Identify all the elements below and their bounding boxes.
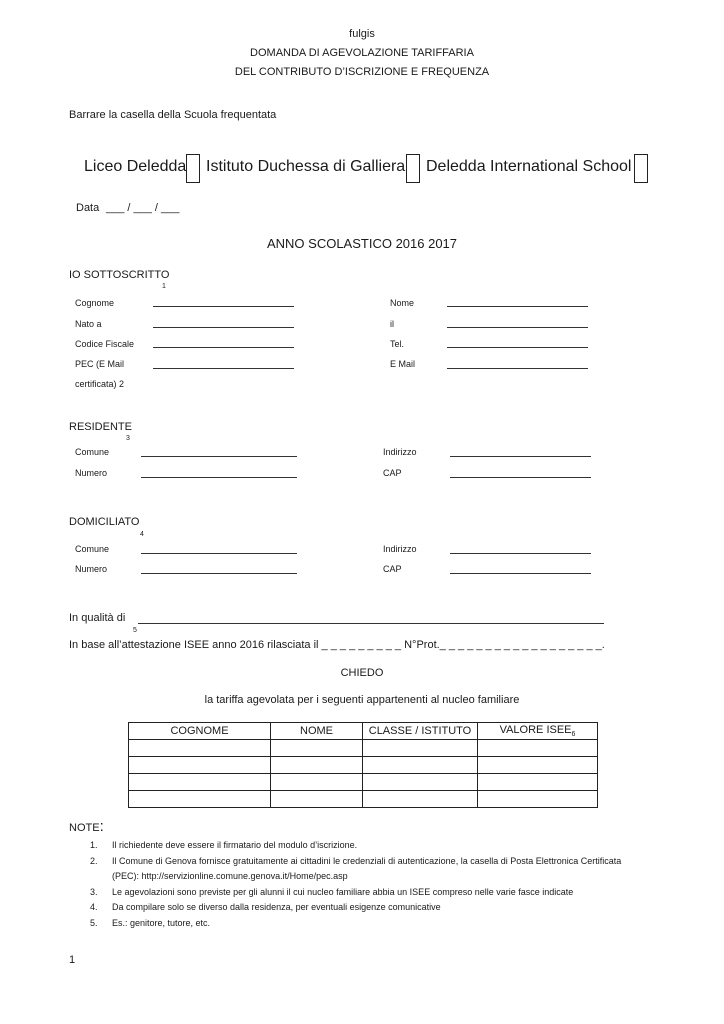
field-residente-comune[interactable] [141,456,297,457]
label-il: il [390,319,394,329]
note-item: 3. Le agevolazioni sono previste per gli alunni il cui nucleo familiare abbia un ISEE compreso nelle varie fasce indicate [90,886,574,897]
label-nome: Nome [390,298,415,308]
col-header-classe-istituto: CLASSE / ISTITUTO [363,723,478,740]
family-table [128,722,598,808]
checkbox-deledda-international[interactable] [634,154,648,183]
table-row [129,774,598,791]
checkbox-liceo-deledda[interactable] [186,154,200,183]
field-tel[interactable] [447,347,588,348]
footnote-ref-5: 5 [133,627,137,634]
table-cell[interactable] [478,740,598,757]
school-instruction: Barrare la casella della Scuola frequentata [69,109,277,121]
table-cell[interactable] [478,757,598,774]
table-header-row [129,723,598,740]
field-nome[interactable] [447,306,588,307]
footnote-ref-3: 3 [126,435,130,442]
school-label-istituto-duchessa: Istituto Duchessa di Galliera [206,158,406,175]
anno-scolastico: ANNO SCOLASTICO 2016 2017 [266,236,458,251]
table-row [129,740,598,757]
notes-list [90,838,642,931]
page-number: 1 [69,954,76,966]
header-line-1: fulgis [349,28,375,40]
label-residente-numero: Numero [75,468,108,478]
note-item: 1. Il richiedente deve essere il firmatario del modulo d’iscrizione. [90,840,358,850]
table-row [129,757,598,774]
note-item: 2. Il Comune di Genova fornisce gratuitamente ai cittadini le credenziali di autenticazione, la casella di Posta Elettronica Certificata (PEC): http://servizionline.comune.genova.it/Home/pec.asp [90,855,622,881]
label-pec-certificata: certificata) 2 [75,379,125,389]
data-label: Data [76,202,100,214]
table-cell[interactable] [129,791,271,808]
header-subtitle: DEL CONTRIBUTO D’ISCRIZIONE E FREQUENZA [234,66,490,78]
col-header-nome: NOME [271,723,363,740]
isee-statement[interactable]: In base all’attestazione ISEE anno 2016 rilasciata il _ _ _ _ _ _ _ _ _ N°Prot._ _ _ _ _ _ _ _ _ _ _ _ _ _ _ _ _ _. [69,639,605,651]
table-cell[interactable] [129,740,271,757]
label-domiciliato-comune: Comune [75,544,110,554]
field-residente-numero[interactable] [141,477,297,478]
col-header-cognome: COGNOME [129,723,271,740]
table-cell[interactable] [363,791,478,808]
label-domiciliato-indirizzo: Indirizzo [383,544,417,554]
table-cell[interactable] [478,774,598,791]
field-nato-a[interactable] [153,327,294,328]
table-cell[interactable] [129,774,271,791]
footnote-ref-1: 1 [162,283,166,290]
table-cell[interactable] [363,774,478,791]
field-domiciliato-indirizzo[interactable] [450,553,591,554]
table-cell[interactable] [363,757,478,774]
label-cognome: Cognome [75,298,115,308]
table-cell[interactable] [363,740,478,757]
header-title: DOMANDA DI AGEVOLAZIONE TARIFFARIA [250,47,474,59]
data-field[interactable]: ___ / ___ / ___ [106,202,180,214]
table-cell[interactable] [271,791,363,808]
field-residente-cap[interactable] [450,477,591,478]
section-title-sottoscritto: IO SOTTOSCRITTO [69,269,170,281]
field-qualita[interactable] [138,623,604,624]
note-item: 5. Es.: genitore, tutore, etc. [90,917,211,928]
table-cell[interactable] [271,740,363,757]
field-email[interactable] [447,368,588,369]
label-nato-a: Nato a [75,319,102,329]
table-cell[interactable] [478,791,598,808]
col-header-valore-isee: VALORE $ISEE_6$ [478,723,598,740]
label-tel: Tel. [390,339,405,349]
school-label-deledda-international: Deledda International School [426,158,632,175]
label-residente-comune: Comune [75,447,110,457]
notes-title: NOTE: [69,818,104,835]
label-domiciliato-cap: CAP [383,564,402,574]
label-qualita: In qualità di [69,612,126,624]
label-pec: PEC (E Mail [75,359,125,369]
label-residente-indirizzo: Indirizzo [383,447,417,457]
label-domiciliato-numero: Numero [75,564,108,574]
table-row [129,791,598,808]
field-domiciliato-comune[interactable] [141,553,297,554]
field-cognome[interactable] [153,306,294,307]
table-cell[interactable] [271,774,363,791]
chiedo-heading: CHIEDO [340,667,384,679]
field-pec[interactable] [153,368,294,369]
table-cell[interactable] [129,757,271,774]
label-codice-fiscale: Codice Fiscale [75,339,135,349]
field-residente-indirizzo[interactable] [450,456,591,457]
school-label-liceo-deledda: Liceo Deledda [84,158,187,175]
footnote-ref-4: 4 [140,531,144,538]
field-codice-fiscale[interactable] [153,347,294,348]
field-domiciliato-cap[interactable] [450,573,591,574]
field-domiciliato-numero[interactable] [141,573,297,574]
note-item: 4. Da compilare solo se diverso dalla residenza, per eventuali esigenze comunicative [90,902,441,912]
checkbox-istituto-duchessa[interactable] [406,154,420,183]
section-title-residente: RESIDENTE [69,421,132,433]
label-email: E Mail [390,359,416,369]
section-title-domiciliato: DOMICILIATO [69,516,140,528]
field-il[interactable] [447,327,588,328]
tariffa-text: la tariffa agevolata per i seguenti appartenenti al nucleo familiare [204,694,520,706]
label-residente-cap: CAP [383,468,402,478]
table-cell[interactable] [271,757,363,774]
